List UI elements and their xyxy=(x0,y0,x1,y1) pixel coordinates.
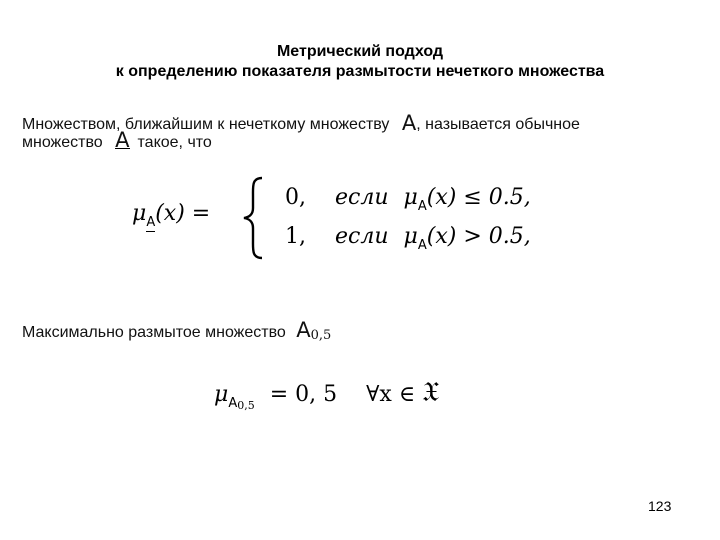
formula-1-case-1 xyxy=(285,185,531,214)
case-2-condition: если xyxy=(335,224,389,249)
formula-2-sub-level: 0,5 xyxy=(237,399,255,412)
case-1-condition: если xyxy=(335,185,389,210)
formula-2 xyxy=(214,375,439,412)
formula-2-forall: ∀x ∈ xyxy=(366,382,416,407)
case-2-value: 1, xyxy=(285,224,306,249)
intro-text-3: множество xyxy=(22,134,103,151)
left-brace xyxy=(240,176,270,260)
intro-line-2 xyxy=(22,128,212,152)
formula-1-lhs xyxy=(132,201,210,232)
max-fuzzy-subscript: 0,5 xyxy=(310,328,332,343)
fuzzy-set-symbol: A xyxy=(401,111,417,135)
mu-symbol: μ xyxy=(132,201,147,226)
formula-2-rhs: = 0, 5 xyxy=(269,382,338,407)
formula-1-case-2 xyxy=(285,224,531,253)
max-fuzzy-label: Максимально размытое множество xyxy=(22,324,286,341)
case-2-mu: μ xyxy=(403,224,418,249)
page-number: 123 xyxy=(648,498,672,514)
case-1-subscript: A xyxy=(417,199,427,214)
title-line-1: Метрический подход xyxy=(276,43,444,60)
case-1-mu: μ xyxy=(403,185,418,210)
crisp-set-subscript: A xyxy=(146,215,156,230)
title-line-2: к определению показателя размытости нечеткого множества xyxy=(115,63,605,80)
formula-2-mu: μ xyxy=(214,382,229,407)
slide-title xyxy=(0,42,720,82)
max-fuzzy-set-symbol: A xyxy=(296,318,311,342)
formula-2-sub-set: A xyxy=(228,396,238,411)
formula-1-lhs-rest: (x) = xyxy=(155,201,211,226)
universe-symbol: 𝔛 xyxy=(422,375,440,408)
crisp-set-symbol: A xyxy=(115,128,130,152)
case-1-value: 0, xyxy=(285,185,306,210)
case-1-relation: (x) ≤ 0.5, xyxy=(426,185,531,210)
intro-text-1: Множеством, ближайшим к нечеткому множеству xyxy=(22,116,390,133)
case-2-subscript: A xyxy=(417,238,427,253)
intro-line-1 xyxy=(22,110,580,134)
intro-text-2: , называется обычное xyxy=(416,116,580,133)
max-fuzzy-line xyxy=(22,318,331,343)
intro-text-4: такое, что xyxy=(137,134,212,151)
case-2-relation: (x) > 0.5, xyxy=(426,224,531,249)
